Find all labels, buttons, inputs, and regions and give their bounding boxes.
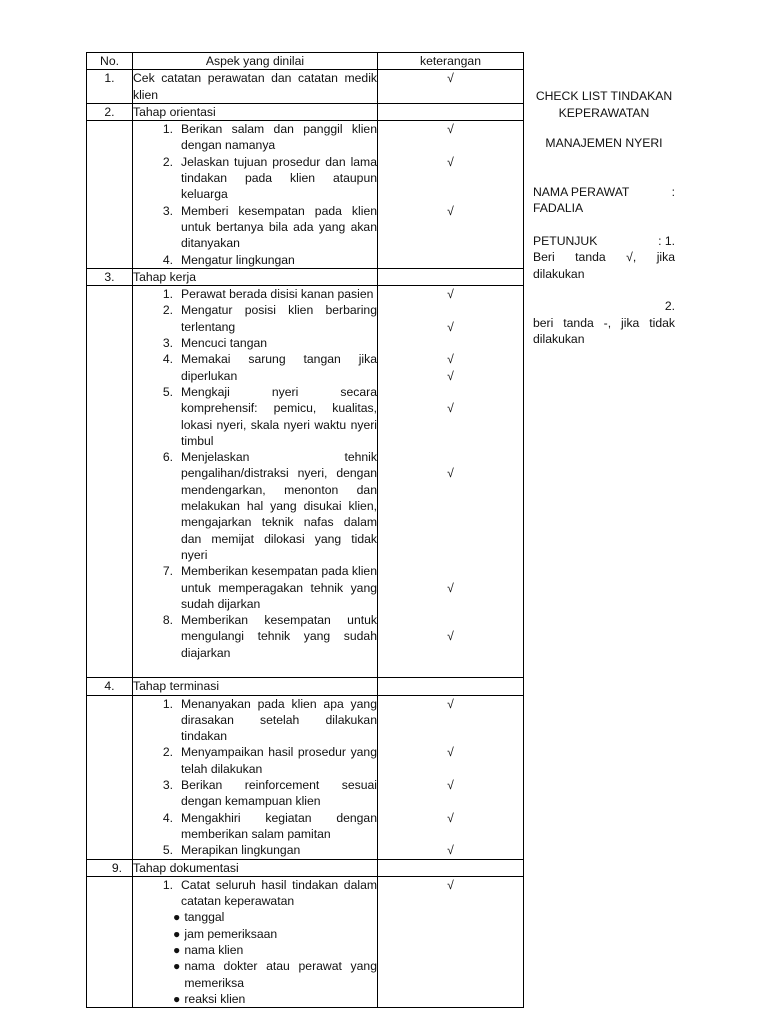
check-mark: √ — [378, 70, 524, 104]
list-item: 1. Berikan salam dan panggil klien dengan namanya — [162, 122, 377, 153]
list-item: 5. Merapikan lingkungan — [162, 843, 301, 858]
nurse-name-label: NAMA PERAWAT — [533, 184, 630, 199]
check-mark: √ — [447, 352, 454, 367]
check-mark: √ — [447, 745, 454, 760]
list-item: 7. Memberikan kesempatan pada klien untuk memperagakan tehnik yang sudah dijarkan — [162, 564, 377, 611]
table-row — [87, 121, 524, 269]
check-mark: √ — [447, 401, 454, 416]
section-number: 9. — [87, 859, 133, 876]
instructions-label: PETUNJUK — [533, 233, 598, 248]
list-item: 1. Catat seluruh hasil tindakan dalam catatan keperawatan — [162, 877, 377, 909]
check-mark: √ — [447, 203, 454, 218]
list-item: 3. Berikan reinforcement sesuai dengan kemampuan klien — [162, 778, 377, 809]
table-row — [87, 268, 524, 285]
section-items — [133, 695, 378, 859]
checklist-table — [86, 52, 524, 1008]
instructions-separator: : 1. — [658, 233, 675, 248]
check-mark: √ — [447, 696, 454, 711]
keterangan-cell — [378, 695, 524, 859]
bullet-item: ● jam pemeriksaan — [173, 926, 278, 941]
list-item: 1. Perawat berada disisi kanan pasien — [162, 287, 374, 302]
section-number: 2. — [87, 103, 133, 120]
check-mark: √ — [447, 580, 454, 595]
section-number: 3. — [87, 268, 133, 285]
section-items — [133, 121, 378, 269]
list-item: 4. Memakai sarung tangan jika diperlukan — [162, 352, 377, 383]
bullet-item: ● nama klien — [173, 943, 244, 958]
check-mark: √ — [447, 122, 454, 137]
list-item: 5. Mengkaji nyeri secara komprehensif: pemicu, kualitas, lokasi nyeri, skala nyeri waktu nyeri timbul — [162, 384, 377, 448]
section-title: Tahap dokumentasi — [133, 859, 378, 876]
section-number: 4. — [87, 678, 133, 695]
table-row — [87, 876, 524, 1007]
checklist-info-panel — [533, 88, 675, 348]
keterangan-cell — [378, 121, 524, 269]
table-header-row — [87, 53, 524, 70]
check-mark: √ — [447, 629, 454, 644]
table-row — [87, 678, 524, 695]
nurse-name-separator: : — [671, 184, 675, 199]
list-item: 3. Memberi kesempatan pada klien untuk bertanya bila ada yang akan ditanyakan — [162, 203, 377, 251]
section-items — [133, 876, 378, 1007]
list-item: 2. Jelaskan tujuan prosedur dan lama tindakan pada klien ataupun keluarga — [162, 154, 377, 202]
list-item: 6. Menjelaskan tehnik pengalihan/distraksi nyeri, dengan mendengarkan, menonton dan melakukan hal yang disukai klien, mengajarkan teknik nafas dalam dan memijat dilokasi yang tidak nyeri — [162, 450, 377, 562]
table-row — [87, 103, 524, 120]
instructions-label-row — [533, 233, 675, 250]
list-item: 2. Menyampaikan hasil prosedur yang telah dilakukan — [162, 745, 377, 776]
bullet-item: ● tanggal — [173, 910, 225, 925]
instruction-2: beri tanda -, jika tidak dilakukan — [533, 315, 675, 346]
table-row — [87, 695, 524, 859]
check-mark: √ — [447, 810, 454, 825]
check-mark: √ — [447, 368, 454, 383]
check-mark: √ — [447, 466, 454, 481]
list-item: 2. Mengatur posisi klien berbaring terlentang — [162, 303, 377, 334]
table-row — [87, 70, 524, 104]
document-title: CHECK LIST TINDAKAN KEPERAWATAN — [535, 89, 673, 120]
check-mark: √ — [447, 154, 454, 169]
section-number: 1. — [87, 70, 133, 104]
list-item: 3. Mencuci tangan — [162, 336, 268, 351]
list-item: 4. Mengatur lingkungan — [162, 252, 295, 267]
list-item: 8. Memberikan kesempatan untuk mengulangi tehnik yang sudah diajarkan — [162, 613, 377, 660]
check-mark: √ — [447, 843, 454, 858]
list-item: 4. Mengakhiri kegiatan dengan memberikan salam pamitan — [162, 810, 377, 841]
section-title: Tahap terminasi — [133, 678, 378, 695]
check-mark: √ — [447, 778, 454, 793]
nurse-name-value: FADALIA — [533, 201, 584, 215]
section-title: Tahap kerja — [133, 268, 378, 285]
nurse-name-label-row — [533, 184, 675, 201]
header-keterangan: keterangan — [378, 53, 524, 70]
instruction-2-number: 2. — [664, 299, 675, 313]
section-title: Cek catatan perawatan dan catatan medik klien — [133, 71, 377, 102]
document-subtitle: MANAJEMEN NYERI — [545, 136, 663, 150]
check-mark: √ — [447, 877, 454, 892]
keterangan-cell — [378, 876, 524, 1007]
table-row — [87, 859, 524, 876]
table-row — [87, 286, 524, 678]
keterangan-cell — [378, 286, 524, 678]
instruction-1: Beri tanda √, jika dilakukan — [533, 250, 675, 281]
section-items — [133, 286, 378, 678]
check-mark: √ — [447, 287, 454, 302]
list-item: 1. Menanyakan pada klien apa yang dirasakan setelah dilakukan tindakan — [162, 696, 377, 744]
bullet-item: ● reaksi klien — [173, 991, 246, 1006]
section-title: Tahap orientasi — [133, 103, 378, 120]
header-aspek: Aspek yang dinilai — [133, 53, 378, 70]
bullet-item: ● nama dokter atau perawat yang memeriksa — [173, 959, 377, 990]
header-no: No. — [87, 53, 133, 70]
check-mark: √ — [447, 319, 454, 334]
